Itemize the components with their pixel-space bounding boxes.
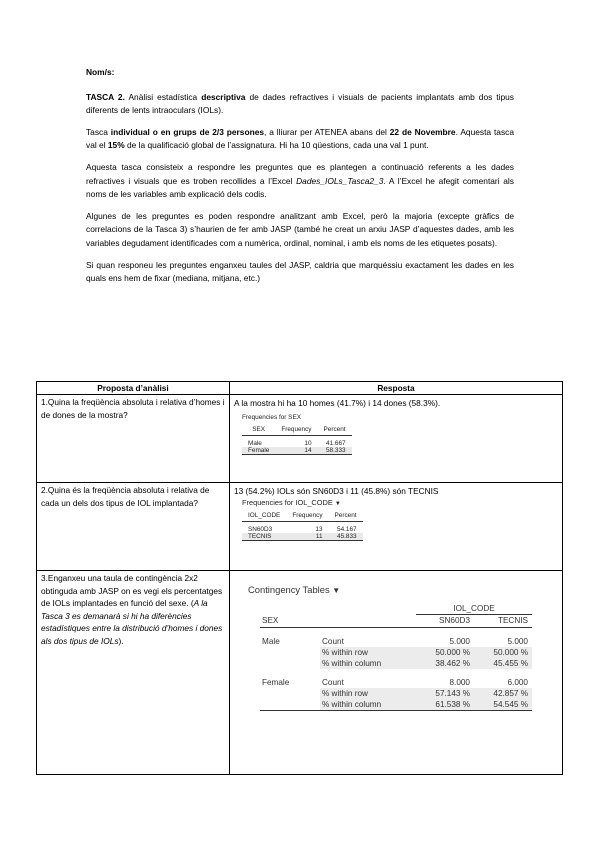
task-label: TASCA 2.	[86, 91, 125, 102]
table-row	[242, 521, 363, 533]
p2-text-b: individual o en grups de 2/3 persones	[110, 126, 265, 137]
sex-header: SEX	[260, 615, 320, 628]
jasp-table-title: Frequencies for SEX	[242, 413, 301, 421]
intro-paragraph-4: Algunes de les preguntes es poden respondre analitzant amb Excel, però la majoria (excepte gràfics de correlacions de la Tasca 3) s’haurien de fer amb JASP (també he creat un arxiu JASP d’aquestes dades, amb les variables degudament identificades com a numèrica, ordinal, nominal, i amb els noms de les etiquetes posats).	[86, 210, 514, 248]
table-row	[260, 647, 532, 658]
stat-label: % within row	[320, 688, 416, 699]
col-header: SEX	[242, 425, 275, 436]
jasp-output	[234, 414, 558, 456]
col-header-sn60d3: SN60D3	[416, 615, 474, 628]
cell-value: 5.000	[449, 637, 470, 646]
jasp-output	[234, 499, 558, 542]
table-row	[37, 571, 563, 775]
table-row	[260, 636, 532, 647]
answer-text: A la mostra hi ha 10 homes (41.7%) i 14 dones (58.3%).	[234, 398, 441, 408]
stat-label: Count	[322, 637, 344, 646]
analysis-table	[36, 381, 563, 775]
question-cell: 1.Quina la freqüència absoluta i relativa d’homes i de dones de la mostra?	[37, 395, 230, 483]
cell-frequency: 11	[286, 533, 328, 541]
p3-text-c: . A l’Excel he afegit comentari als noms de les variables amb explicació dels codis.	[86, 175, 514, 200]
col-header: IOL_CODE	[242, 511, 286, 522]
table-row	[260, 658, 532, 669]
jasp-title-text: Frequencies for IOL_CODE	[242, 497, 333, 507]
frequency-table	[242, 511, 363, 542]
jasp-table-title	[242, 499, 558, 508]
cell-value: 38.462 %	[416, 658, 474, 669]
cell-percent: 45.833	[329, 533, 363, 541]
cell-label: Female	[242, 447, 275, 455]
table-row	[242, 533, 363, 541]
cell-percent: 58.333	[318, 447, 352, 455]
p2-text-c: , a lliurar per ATENEA abans del	[264, 126, 390, 137]
cell-value: 54.545 %	[474, 699, 532, 711]
dropdown-arrow-icon[interactable]: ▼	[332, 586, 341, 595]
cell-value: 50.000 %	[474, 647, 532, 658]
stat-label: % within row	[320, 647, 416, 658]
stat-label: % within column	[320, 658, 416, 669]
question-cell	[37, 571, 230, 775]
column-header-row	[260, 615, 532, 628]
answer-cell	[230, 571, 563, 775]
p2-text-g: de la qualificació global de l’assignatura. Hi ha 10 qüestions, cada una val 1 punt.	[124, 140, 429, 151]
cell-frequency: 14	[275, 447, 317, 455]
p3-filename: Dades_IOLs_Tasca2_3	[296, 175, 384, 186]
answer-cell	[230, 483, 563, 571]
stat-label: Count	[322, 678, 344, 687]
group-label-female: Female	[262, 678, 290, 687]
cell-value: 6.000	[507, 678, 528, 687]
table-row	[260, 677, 532, 688]
col-header: Percent	[329, 511, 363, 522]
cell-value: 42.857 %	[474, 688, 532, 699]
answer-cell	[230, 395, 563, 483]
p2-deadline: 22 de Novembre	[389, 126, 456, 137]
table-row	[242, 435, 352, 447]
dropdown-arrow-icon[interactable]: ▼	[334, 500, 341, 507]
contingency-table	[260, 603, 532, 711]
table-header-row	[37, 382, 563, 395]
p2-text-e: . Aquesta tasca val el	[86, 126, 514, 151]
answer-text: 13 (54.2%) IOLs són SN60D3 i 11 (45.8%) són TECNIS	[234, 486, 439, 496]
p3-text-a: Aquesta tasca consisteix a respondre les preguntes que es plantegen a continuació referents a les dades refractives i visuals que es troben recollides a l’Excel	[86, 161, 514, 186]
cell-value: 50.000 %	[416, 647, 474, 658]
intro-paragraph-5: Si quan responeu les preguntes enganxeu taules del JASP, caldria que marquéssiu exactament les dades en les quals ens hem de fixar (mediana, mitjana, etc.)	[86, 259, 514, 284]
contingency-output	[246, 584, 558, 711]
cell-value: 8.000	[449, 678, 470, 687]
group-header-row	[260, 603, 532, 615]
p1-text-b: Anàlisi estadística	[124, 91, 202, 102]
intro-section	[86, 66, 514, 294]
contingency-title-text: Contingency Tables	[248, 584, 330, 595]
intro-paragraph-3	[86, 161, 514, 202]
cell-value: 61.538 %	[416, 699, 474, 711]
iol-code-header: IOL_CODE	[416, 603, 532, 615]
col-header: Percent	[318, 425, 352, 436]
cell-value: 5.000	[507, 637, 528, 646]
cell-value: 45.455 %	[474, 658, 532, 669]
p1-text-d: de dades refractives i visuals de pacients implantats amb dos tipus diferents de lents intraoculars (IOLs).	[86, 91, 514, 116]
cell-percent: 54.167	[337, 525, 357, 533]
intro-paragraph-1	[86, 91, 514, 118]
cell-label: TECNIS	[242, 533, 286, 541]
table-row	[260, 688, 532, 699]
stat-label: % within column	[320, 699, 416, 711]
p2-text-a: Tasca	[86, 126, 111, 137]
frequency-table	[242, 425, 352, 456]
question-cell: 2.Quina és la freqüència absoluta i relativa de cada un dels dos tipus de IOL implantada?	[37, 483, 230, 571]
cell-label: SN60D3	[248, 525, 273, 533]
question-text-b: A la Tasca 3 es demanarà si hi ha diferències estadístiques entre la distribució d’homes i dones als dos tipus de IOLs	[41, 598, 223, 646]
table-row	[37, 395, 563, 483]
p1-text-c: descriptiva	[201, 91, 246, 102]
contingency-title	[248, 584, 558, 597]
header-proposal: Proposta d’anàlisi	[37, 382, 230, 395]
cell-frequency: 10	[304, 439, 312, 447]
question-text-c: ).	[118, 635, 124, 646]
intro-paragraph-2	[86, 126, 514, 153]
group-label-male: Male	[262, 637, 280, 646]
cell-frequency: 13	[315, 525, 323, 533]
cell-value: 57.143 %	[416, 688, 474, 699]
col-header: Frequency	[286, 511, 328, 522]
p2-weight: 15%	[107, 140, 125, 151]
names-label: Nom/s:	[86, 67, 115, 77]
names-line	[86, 66, 514, 80]
table-row	[260, 699, 532, 711]
cell-label: Male	[248, 439, 262, 447]
col-header-tecnis: TECNIS	[474, 615, 532, 628]
question-text-a: 3.Enganxeu una taula de contingència 2x2 obtinguda amb JASP on es vegi els percentatges de IOLs implantades en funció del sexe. (	[41, 573, 223, 609]
cell-percent: 41.667	[326, 439, 346, 447]
table-row	[37, 483, 563, 571]
table-row	[242, 447, 352, 455]
header-answer: Resposta	[230, 382, 563, 395]
col-header: Frequency	[275, 425, 317, 436]
